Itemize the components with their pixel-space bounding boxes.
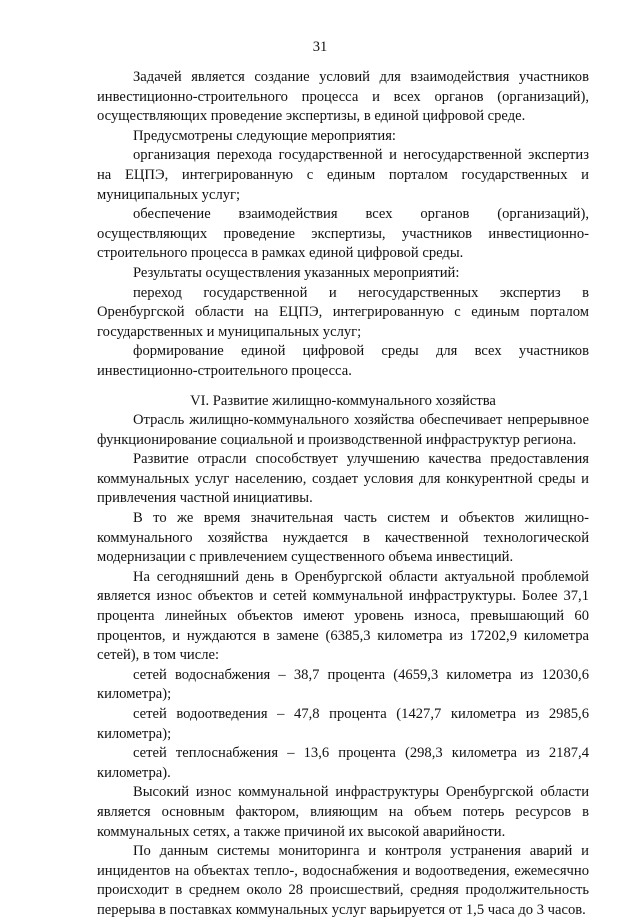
document-body <box>97 68 589 921</box>
paragraph: организация перехода государственной и негосударственной экспертиз на ЕЦПЭ, интегрированную с единым порталом государственных и муниципальных услуг; <box>97 147 589 203</box>
section-heading: VI. Развитие жилищно-коммунального хозяйства <box>190 392 496 409</box>
paragraph: формирование единой цифровой среды для всех участников инвестиционно-строительного процесса. <box>97 343 589 379</box>
list-item: сетей водоснабжения – 38,7 процента (4659,3 километра из 12030,6 километра); <box>97 666 589 703</box>
paragraph: В то же время значительная часть систем и объектов жилищно-коммунального хозяйства нуждается в качественной технологической модернизации с привлечением существенного объема инвестиций. <box>97 510 589 566</box>
list-item: сетей теплоснабжения – 13,6 процента (298,3 километра из 2187,4 километра). <box>97 745 589 781</box>
paragraph: На сегодняшний день в Оренбургской области актуальной проблемой является износ объектов и сетей коммунальной инфраструктуры. Более 37,1 процента линейных объектов имеют уровень износа, превышающий 60 процентов, и нуждаются в замене (6385,3 километра из 17202,9 километра сетей), в том числе: <box>97 568 589 664</box>
paragraph: Развитие отрасли способствует улучшению качества предоставления коммунальных услуг населению, создает условия для конкурентной среды и привлечения частной инициативы. <box>97 451 589 507</box>
paragraph: обеспечение взаимодействия всех органов (организаций), осуществляющих проведение экспертизы, участников инвестиционно-строительного процесса в рамках единой цифровой среды. <box>97 206 589 262</box>
paragraph: переход государственной и негосударственных экспертиз в Оренбургской области на ЕЦПЭ, интегрированную с единым порталом государственных и муниципальных услуг; <box>97 284 589 340</box>
page-number: 31 <box>312 39 328 55</box>
paragraph: По данным системы мониторинга и контроля устранения аварий и инцидентов на объектах тепло-, водоснабжения и водоотведения, ежемесячно происходит в среднем около 28 происшествий, средняя продолжительность перерыва в поставках коммунальных услуг варьируется от 1,5 часа до 3 часов. <box>97 843 589 918</box>
paragraph: Отрасль жилищно-коммунального хозяйства обеспечивает непрерывное функционирование социальной и производственной инфраструктур региона. <box>97 412 589 448</box>
paragraph: Предусмотрены следующие мероприятия: <box>133 127 396 144</box>
paragraph: Результаты осуществления указанных мероприятий: <box>133 264 460 281</box>
list-item: сетей водоотведения – 47,8 процента (1427,7 километра из 2985,6 километра); <box>97 706 589 742</box>
paragraph: Задачей является создание условий для взаимодействия участников инвестиционно-строительного процесса и всех органов (организаций), осуществляющих проведение экспертизы, в единой цифровой среде. <box>97 69 589 125</box>
paragraph: Высокий износ коммунальной инфраструктуры Оренбургской области является основным фактором, влияющим на объем потерь ресурсов в коммунальных сетях, а также причиной их высокой аварийности. <box>97 784 589 840</box>
